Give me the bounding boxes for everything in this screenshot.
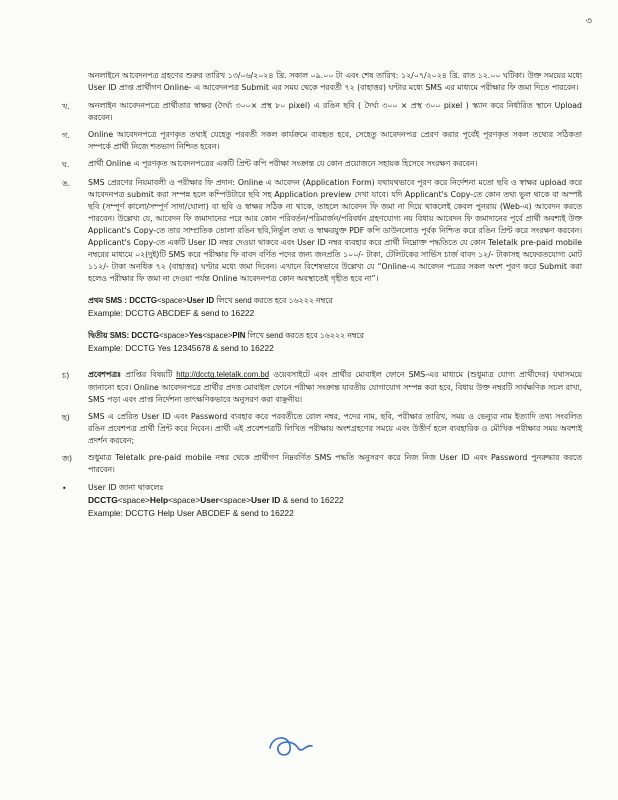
admit-card-text: ওয়েবসাইটে এবং প্রার্থীর মোবাইল ফোনে SMS-এর মাধ্যমে (শুধুমাত্র যোগ্য প্রার্থীদের) যথাসময়ে জানানো হবে। Online আবেদনপত্রে প্রার্থীর প্রদত্ত মোবাইল ফোনে পরীক্ষা সংক্রান্ত যাবতীয় যোগাযোগ সম্পন্ন করা হবে, বিধায় উক্ত নম্বরটি সার্বক্ষণিক সচল রাখা, SMS পড়া এবং প্রাপ্ত নির্দেশনা তাৎক্ষণিকভাবে অনুসরণ করা বাঞ্ছনীয়।: [88, 370, 582, 404]
item-marker: ঙ.: [62, 178, 71, 188]
space-token: <space>: [156, 296, 187, 306]
space-token: <space>: [168, 495, 201, 506]
second-sms-rest: লিখে send করতে হবে ১৬২২২ নম্বরে: [245, 331, 364, 341]
space-token: <space>: [202, 331, 233, 341]
second-sms-label: দ্বিতীয় SMS: DCCTG: [88, 331, 160, 341]
item-marker: ঘ.: [62, 160, 70, 170]
list-item: [62, 369, 582, 405]
document-body: [62, 70, 582, 525]
item-text: শুধুমাত্র Teletalk pre-paid mobile নম্বর থেকে প্রার্থীগণ নিম্নবর্ণিত SMS পদ্ধতি অনুসরণ করে নিজ নিজ User ID এবং Password পুনরুদ্ধার করতে পারবেন।: [88, 452, 582, 474]
space-token: <space>: [117, 495, 150, 506]
userid-heading: User ID জানা থাকলেঃ: [88, 483, 164, 493]
list-item: [62, 177, 582, 286]
cmd-part: & send to 16222: [280, 495, 344, 506]
cmd-part: Help: [149, 495, 169, 506]
userid-example: Example: DCCTG Help User ABCDEF & send to 16222: [88, 508, 294, 519]
second-sms-yes: Yes: [189, 331, 203, 341]
page-number: ৩: [585, 16, 592, 27]
item-text: অনলাইন আবেদনপত্রে প্রার্থীতার স্বাক্ষর (দৈর্ঘ্য ৩০০× প্রস্থ ৮০ pixel) এ রঙিন ছবি ( দৈর্ঘ্য ৩০০ × প্রস্থ ৩০০ pixel ) স্ক্যান করে নির্ধারিত স্থানে Upload করবেন।: [88, 101, 582, 123]
list-item: [62, 129, 582, 153]
item-text: [88, 369, 582, 405]
bullet-icon: •: [62, 484, 67, 494]
admit-text-before-link: প্রাপ্তির বিষয়টি: [121, 370, 177, 380]
item-marker: জ): [62, 453, 73, 463]
cmd-part: User ID: [250, 495, 281, 506]
first-sms-example: Example: DCCTG ABCDEF & send to 16222: [88, 308, 255, 319]
userid-command: [88, 494, 582, 507]
item-marker: খ.: [62, 102, 70, 112]
userid-recovery: [62, 482, 582, 520]
first-sms-userid: User ID: [186, 296, 215, 306]
first-sms-rest: লিখে send করতে হবে ১৬২২২ নম্বরে: [214, 296, 333, 306]
first-sms-label: প্রথম SMS : DCCTG: [88, 296, 157, 306]
space-token: <space>: [218, 495, 251, 506]
item-marker: ছ): [62, 412, 70, 422]
website-link[interactable]: http://dcctg.teletalk.com.bd: [176, 370, 270, 380]
signature-icon: [262, 726, 322, 766]
list-item: [62, 411, 582, 447]
admit-card-section: [62, 369, 582, 476]
space-token: <space>: [159, 331, 190, 341]
list-item: [62, 158, 582, 171]
item-marker: গ.: [62, 131, 70, 141]
second-sms-line: [88, 330, 582, 342]
intro-paragraph: অনলাইনে আবেদনপত্র গ্রহণের শুরুর তারিখ ১৩/০৬/২০২৪ খ্রি. সকাল ০৯.০০ টা এবং শেষ তারিখ: ১২/০৭/২০২৪ খ্রি. রাত ১২.০০ ঘটিকা। উক্ত সময়ের মধ্যে User ID প্রাপ্ত প্রার্থীগণ Online- এ আবেদনপত্র Submit এর সময় থেকে পরবর্তী ৭২ (বাহাত্তর) ঘণ্টার মধ্যে SMS এর মাধ্যমে পরীক্ষার ফি জমা দিতে পারবেন।: [88, 71, 582, 93]
first-sms-line: [88, 295, 582, 307]
second-sms-example: Example: DCCTG Yes 12345678 & send to 16222: [88, 343, 274, 354]
cmd-part: DCCTG: [88, 495, 118, 506]
list-item: [62, 100, 582, 124]
item-text: SMS এ প্রেরিত User ID এবং Password ব্যবহার করে পরবর্তীতে রোল নম্বর, পদের নাম, ছবি, পরীক্ষার তারিখ, সময় ও ভেন্যুর নাম ইত্যাদি তথ্য সংবলিত রঙিন প্রবেশপত্র প্রার্থী প্রিন্ট করে নিবেন। প্রার্থী এই প্রবেশপত্রটি লিখিত পরীক্ষায় অংশগ্রহণের সময়ে এবং উত্তীর্ণ হলে ব্যবহারিক ও মৌখিক পরীক্ষার সময় অবশ্যই প্রদর্শন করবেন;: [88, 411, 582, 445]
item-text: Online আবেদনপত্রে পূরণকৃত তথ্যই যেহেতু পরবর্তী সকল কার্যক্রমে ব্যবহৃত হবে, সেহেতু আবেদনপত্র প্রেরণ করার পূর্বেই পূরণকৃত সকল তথ্যের সঠিকতা সম্পর্কে প্রার্থী নিজে শতভাগ নিশ্চিত হবেন।: [88, 130, 582, 152]
admit-card-lead: প্রবেশপত্রঃ: [88, 370, 122, 380]
sms-instructions: [88, 295, 582, 355]
list-item: [62, 452, 582, 476]
item-text: SMS প্রেরণের নিয়মাবলী ও পরীক্ষার ফি প্রদান: Online এ আবেদন (Application Form) যথাযথভাবে পূরণ করে নির্দেশনা মতো ছবি ও স্বাক্ষর upload করে আবেদনপত্র submit করা সম্পন্ন হলে কম্পিউটারে ছবি সহ Application preview দেখা যাবে। যদি Applicant's Copy-তে কোন তথ্য ভুল থাকে বা অস্পষ্ট ছবি (সম্পূর্ণ কালো/সম্পূর্ণ সাদা/ঘোলা) বা ছবি ও স্বাক্ষর সঠিক না থাকে, তাহলে আবেদন ফি জমা না দিয়ে থাকলেই কেবল পুনরায় (Web-এ) আবেদন করতে পারবেন। উল্লেখ্য যে, আবেদন ফি জমাদানের পরে আর কোন পরিবর্তন/পরিমার্জন/পরিবর্ধন গ্রহণযোগ্য নয় বিধায় আবেদন ফি জমাদানের পূর্বে প্রার্থী অবশ্যই উক্ত Applicant's Copy-তে তার সাম্প্রতিক তোলা রঙিন ছবি,নির্ভুল তথ্য ও স্বাক্ষরযুক্ত PDF কপি ডাউনলোড পূর্বক নিশ্চিত করে রঙিন প্রিন্ট করে সংরক্ষণ করবেন। Applicant's Copy-তে একটি User ID নম্বর দেওয়া থাকবে এবং User ID নম্বর ব্যবহার করে প্রার্থী নিম্নোক্ত পদ্ধতিতে যে কোন Teletalk pre-paid mobile নম্বরের মাধ্যমে ০২(দুই)টি SMS করে পরীক্ষার ফি বাবদ বর্ণিত পদের জন্য জনপ্রতি ১০০/- টাকা, টেলিটকের সার্ভিস চার্জ বাবদ ১২/- টাকাসহ অফেরতযোগ্য মোট ১১২/- টাকা অনধিক ৭২ (বাহাত্তর) ঘণ্টার মধ্যে জমা দিবেন। এখানে বিশেষভাবে উল্লেখ্য যে “Online-এ আবেদন পত্রের সকল অংশ পূরণ করে Submit করা হলেও পরীক্ষার ফি জমা না দেওয়া পর্যন্ত Online আবেদনপত্র কোন অবস্থাতেই গৃহীত হবে না”।: [88, 177, 582, 284]
item-text: প্রার্থী Online এ পূরণকৃত আবেদনপত্রের একটি প্রিন্ট কপি পরীক্ষা সংক্রান্ত যে কোন প্রয়োজনে সহায়ক হিসেবে সংরক্ষণ করবেন।: [88, 159, 478, 169]
item-marker: চ): [62, 371, 70, 381]
cmd-part: User: [200, 495, 219, 506]
second-sms-pin: PIN: [232, 331, 246, 341]
